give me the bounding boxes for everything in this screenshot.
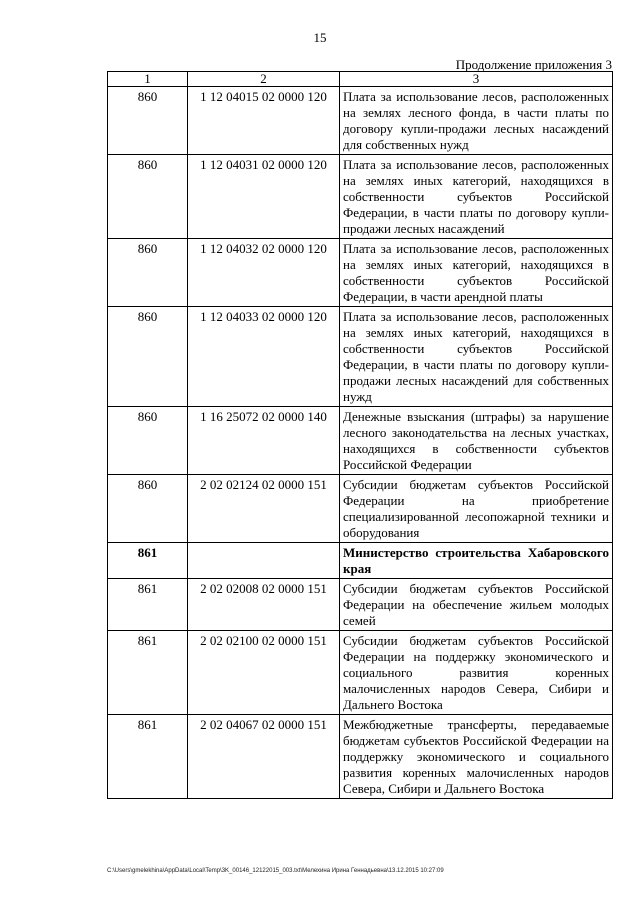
ministry-heading-row bbox=[108, 543, 613, 579]
header-col-1: 1 bbox=[108, 72, 188, 87]
table-row bbox=[108, 475, 613, 543]
revenue-description: Межбюджетные трансферты, передаваемые бюджетам субъектов Российской Федерации на поддержку экономического и социального развития коренных малочисленных народов Севера, Сибири и Дальнего Востока bbox=[340, 715, 613, 799]
revenue-description: Денежные взыскания (штрафы) за нарушение лесного законодательства на лесных участках, находящихся в собственности субъектов Российской Федерации bbox=[340, 407, 613, 475]
appendix-table bbox=[107, 71, 613, 799]
revenue-description: Субсидии бюджетам субъектов Российской Федерации на обеспечение жильем молодых семей bbox=[340, 579, 613, 631]
revenue-description: Плата за использование лесов, расположенных на землях иных категорий, находящихся в собственности субъектов Российской Федерации, в части платы по договору купли-продажи лесных насаждений bbox=[340, 155, 613, 239]
budget-code: 1 12 04015 02 0000 120 bbox=[188, 87, 340, 155]
admin-code: 860 bbox=[108, 239, 188, 307]
admin-code: 860 bbox=[108, 87, 188, 155]
budget-code: 2 02 02100 02 0000 151 bbox=[188, 631, 340, 715]
admin-code: 861 bbox=[108, 715, 188, 799]
header-col-3: 3 bbox=[340, 72, 613, 87]
revenue-description: Плата за использование лесов, расположенных на землях иных категорий, находящихся в собственности субъектов Российской Федерации, в части арендной платы bbox=[340, 239, 613, 307]
table-row bbox=[108, 239, 613, 307]
file-path-footer: C:\Users\gmelekhina\AppData\Local\Temp\3K_00146_12122015_003.txt\Мелехина Ирина Геннадьевна\13.12.2015 10:27:09 bbox=[107, 868, 444, 874]
budget-code: 1 16 25072 02 0000 140 bbox=[188, 407, 340, 475]
budget-code: 2 02 02124 02 0000 151 bbox=[188, 475, 340, 543]
budget-code: 1 12 04031 02 0000 120 bbox=[188, 155, 340, 239]
table-row bbox=[108, 715, 613, 799]
admin-code: 860 bbox=[108, 475, 188, 543]
revenue-description: Субсидии бюджетам субъектов Российской Федерации на приобретение специализированной лесопожарной техники и оборудования bbox=[340, 475, 613, 543]
admin-code: 861 bbox=[108, 543, 188, 579]
revenue-description: Плата за использование лесов, расположенных на землях лесного фонда, в части платы по договору купли-продажи лесных насаждений для собственных нужд bbox=[340, 87, 613, 155]
admin-code: 860 bbox=[108, 155, 188, 239]
budget-code: 2 02 04067 02 0000 151 bbox=[188, 715, 340, 799]
budget-code: 1 12 04032 02 0000 120 bbox=[188, 239, 340, 307]
admin-code: 861 bbox=[108, 579, 188, 631]
revenue-description: Плата за использование лесов, расположенных на землях иных категорий, находящихся в собственности субъектов Российской Федерации, в части платы по договору купли-продажи лесных насаждений для собственных нужд bbox=[340, 307, 613, 407]
budget-code bbox=[188, 543, 340, 579]
budget-code: 2 02 02008 02 0000 151 bbox=[188, 579, 340, 631]
table-header-row bbox=[108, 72, 613, 87]
budget-code: 1 12 04033 02 0000 120 bbox=[188, 307, 340, 407]
table-row bbox=[108, 87, 613, 155]
revenue-description: Субсидии бюджетам субъектов Российской Федерации на поддержку экономического и социального развития коренных малочисленных народов Севера, Сибири и Дальнего Востока bbox=[340, 631, 613, 715]
admin-code: 860 bbox=[108, 407, 188, 475]
ministry-name: Министерство строительства Хабаровского края bbox=[340, 543, 613, 579]
table-row bbox=[108, 307, 613, 407]
table-row bbox=[108, 407, 613, 475]
admin-code: 860 bbox=[108, 307, 188, 407]
table-row bbox=[108, 155, 613, 239]
continuation-note: Продолжение приложения 3 bbox=[455, 57, 612, 72]
admin-code: 861 bbox=[108, 631, 188, 715]
header-col-2: 2 bbox=[188, 72, 340, 87]
table-row bbox=[108, 631, 613, 715]
table-row bbox=[108, 579, 613, 631]
page-number: 15 bbox=[313, 30, 327, 45]
